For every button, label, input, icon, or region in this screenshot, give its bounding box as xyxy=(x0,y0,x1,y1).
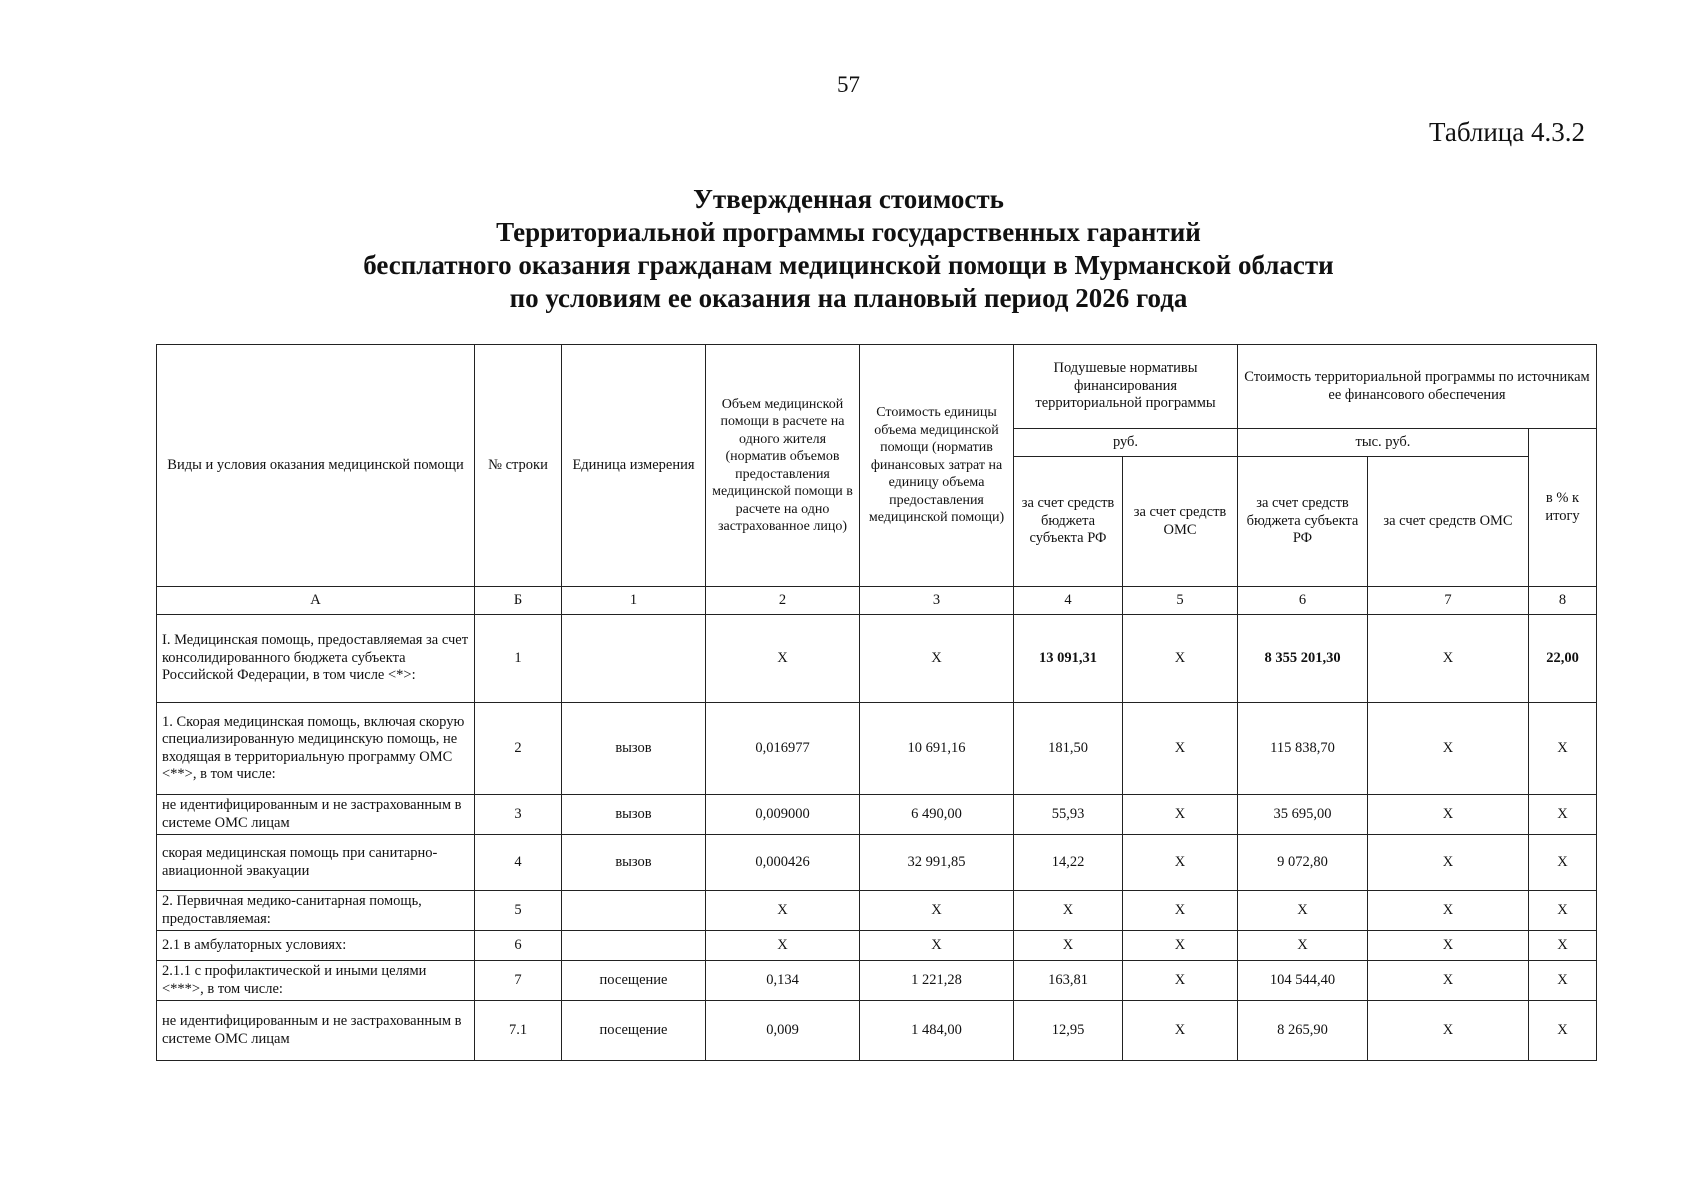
header-oms-thous: за счет средств ОМС xyxy=(1368,457,1529,587)
row-budget-thous: 115 838,70 xyxy=(1238,703,1368,795)
row-percent: X xyxy=(1529,1001,1597,1061)
row-unit: вызов xyxy=(562,703,706,795)
row-oms-thous: X xyxy=(1368,835,1529,891)
table-row xyxy=(157,1001,1597,1061)
row-cost: 1 484,00 xyxy=(860,1001,1014,1061)
row-percent: X xyxy=(1529,795,1597,835)
row-budget-rub: 163,81 xyxy=(1014,961,1123,1001)
row-oms-thous: X xyxy=(1368,931,1529,961)
document-title xyxy=(0,183,1697,315)
header-budget-rub: за счет средств бюджета субъекта РФ xyxy=(1014,457,1123,587)
row-unit: вызов xyxy=(562,835,706,891)
row-oms-thous: X xyxy=(1368,615,1529,703)
row-percent: X xyxy=(1529,931,1597,961)
column-number: 1 xyxy=(562,587,706,615)
row-unit: посещение xyxy=(562,1001,706,1061)
row-oms-thous: X xyxy=(1368,795,1529,835)
column-number: 7 xyxy=(1368,587,1529,615)
row-percent: X xyxy=(1529,703,1597,795)
table-row xyxy=(157,703,1597,795)
row-oms-thous: X xyxy=(1368,891,1529,931)
row-cost: 10 691,16 xyxy=(860,703,1014,795)
header-thous-rub: тыс. руб. xyxy=(1238,429,1529,457)
title-line: по условиям ее оказания на плановый период 2026 года xyxy=(509,283,1188,313)
column-number: 3 xyxy=(860,587,1014,615)
header-unit: Единица измерения xyxy=(562,345,706,587)
row-volume: 0,016977 xyxy=(706,703,860,795)
row-name: не идентифицированным и не застрахованным в системе ОМС лицам xyxy=(157,1001,475,1061)
row-volume: X xyxy=(706,931,860,961)
row-budget-rub: 14,22 xyxy=(1014,835,1123,891)
header-row-no: № строки xyxy=(475,345,562,587)
row-name: 1. Скорая медицинская помощь, включая скорую специализированную медицинскую помощь, не входящая в территориальную программу ОМС <**>, в том числе: xyxy=(157,703,475,795)
row-number: 1 xyxy=(475,615,562,703)
row-number: 7 xyxy=(475,961,562,1001)
column-number: Б xyxy=(475,587,562,615)
column-number: 2 xyxy=(706,587,860,615)
row-budget-rub: X xyxy=(1014,891,1123,931)
row-number: 6 xyxy=(475,931,562,961)
table-row xyxy=(157,795,1597,835)
row-unit xyxy=(562,931,706,961)
row-cost: X xyxy=(860,891,1014,931)
column-numbers-row xyxy=(157,587,1597,615)
row-name: скорая медицинская помощь при санитарно-авиационной эвакуации xyxy=(157,835,475,891)
column-number: 5 xyxy=(1123,587,1238,615)
row-number: 4 xyxy=(475,835,562,891)
row-volume: X xyxy=(706,615,860,703)
header-rub: руб. xyxy=(1014,429,1238,457)
row-budget-thous: 104 544,40 xyxy=(1238,961,1368,1001)
row-unit: вызов xyxy=(562,795,706,835)
row-budget-thous: X xyxy=(1238,891,1368,931)
row-volume: X xyxy=(706,891,860,931)
row-percent: X xyxy=(1529,891,1597,931)
row-cost: 32 991,85 xyxy=(860,835,1014,891)
row-cost: X xyxy=(860,931,1014,961)
row-budget-thous: 9 072,80 xyxy=(1238,835,1368,891)
row-oms-rub: X xyxy=(1123,1001,1238,1061)
column-number: 8 xyxy=(1529,587,1597,615)
row-budget-thous: 8 355 201,30 xyxy=(1238,615,1368,703)
row-oms-thous: X xyxy=(1368,961,1529,1001)
table-label: Таблица 4.3.2 xyxy=(1429,117,1585,147)
row-oms-rub: X xyxy=(1123,615,1238,703)
row-number: 3 xyxy=(475,795,562,835)
row-oms-thous: X xyxy=(1368,1001,1529,1061)
table-row xyxy=(157,615,1597,703)
header-program-cost: Стоимость территориальной программы по источникам ее финансового обеспечения xyxy=(1238,345,1597,429)
header-budget-thous: за счет средств бюджета субъекта РФ xyxy=(1238,457,1368,587)
row-number: 2 xyxy=(475,703,562,795)
page-number: 57 xyxy=(837,72,860,97)
row-budget-thous: X xyxy=(1238,931,1368,961)
row-budget-rub: 13 091,31 xyxy=(1014,615,1123,703)
row-oms-rub: X xyxy=(1123,961,1238,1001)
row-budget-rub: 55,93 xyxy=(1014,795,1123,835)
row-name: 2.1.1 с профилактической и иными целями <***>, в том числе: xyxy=(157,961,475,1001)
row-oms-rub: X xyxy=(1123,931,1238,961)
row-volume: 0,009000 xyxy=(706,795,860,835)
row-unit xyxy=(562,891,706,931)
row-oms-rub: X xyxy=(1123,891,1238,931)
row-volume: 0,134 xyxy=(706,961,860,1001)
table-body xyxy=(157,615,1597,1061)
column-number: 4 xyxy=(1014,587,1123,615)
row-number: 5 xyxy=(475,891,562,931)
row-budget-rub: 12,95 xyxy=(1014,1001,1123,1061)
row-number: 7.1 xyxy=(475,1001,562,1061)
title-line: Утвержденная стоимость xyxy=(693,184,1004,214)
header-cost: Стоимость единицы объема медицинской помощи (норматив финансовых затрат на единицу объема предоставления медицинской помощи) xyxy=(860,345,1014,587)
row-unit: посещение xyxy=(562,961,706,1001)
header-kinds: Виды и условия оказания медицинской помощи xyxy=(157,345,475,587)
row-oms-rub: X xyxy=(1123,795,1238,835)
header-volume: Объем медицинской помощи в расчете на одного жителя (норматив объемов предоставления медицинской помощи в расчете на одно застрахованное лицо) xyxy=(706,345,860,587)
column-number: 6 xyxy=(1238,587,1368,615)
row-name: не идентифицированным и не застрахованным в системе ОМС лицам xyxy=(157,795,475,835)
title-line: бесплатного оказания гражданам медицинской помощи в Мурманской области xyxy=(363,250,1334,280)
row-budget-thous: 35 695,00 xyxy=(1238,795,1368,835)
row-percent: X xyxy=(1529,835,1597,891)
row-percent: 22,00 xyxy=(1529,615,1597,703)
row-volume: 0,009 xyxy=(706,1001,860,1061)
column-number: А xyxy=(157,587,475,615)
cost-table xyxy=(156,344,1597,1061)
header-per-capita: Подушевые нормативы финансирования территориальной программы xyxy=(1014,345,1238,429)
row-oms-thous: X xyxy=(1368,703,1529,795)
table-row xyxy=(157,891,1597,931)
table-row xyxy=(157,961,1597,1001)
row-unit xyxy=(562,615,706,703)
header-percent: в % к итогу xyxy=(1529,429,1597,587)
table-header xyxy=(157,345,1597,615)
row-budget-rub: 181,50 xyxy=(1014,703,1123,795)
row-budget-thous: 8 265,90 xyxy=(1238,1001,1368,1061)
row-name: 2.1 в амбулаторных условиях: xyxy=(157,931,475,961)
row-oms-rub: X xyxy=(1123,703,1238,795)
row-name: 2. Первичная медико-санитарная помощь, предоставляемая: xyxy=(157,891,475,931)
row-name: I. Медицинская помощь, предоставляемая за счет консолидированного бюджета субъекта Российской Федерации, в том числе <*>: xyxy=(157,615,475,703)
row-budget-rub: X xyxy=(1014,931,1123,961)
row-percent: X xyxy=(1529,961,1597,1001)
row-cost: 6 490,00 xyxy=(860,795,1014,835)
table-row xyxy=(157,835,1597,891)
table-row xyxy=(157,931,1597,961)
row-cost: X xyxy=(860,615,1014,703)
row-cost: 1 221,28 xyxy=(860,961,1014,1001)
row-volume: 0,000426 xyxy=(706,835,860,891)
title-line: Территориальной программы государственных гарантий xyxy=(496,217,1201,247)
header-oms-rub: за счет средств ОМС xyxy=(1123,457,1238,587)
row-oms-rub: X xyxy=(1123,835,1238,891)
